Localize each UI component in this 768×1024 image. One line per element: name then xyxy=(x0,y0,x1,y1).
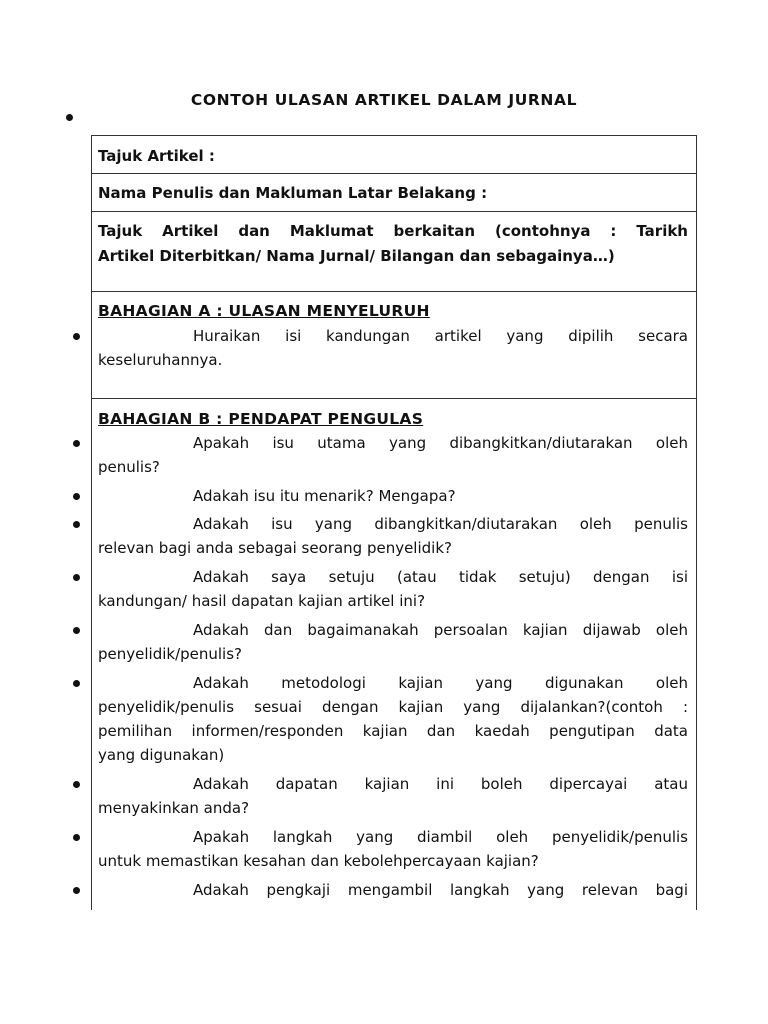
stray-bullet-icon xyxy=(66,114,73,121)
section-b-heading: BAHAGIAN B : PENDAPAT PENGULAS xyxy=(98,410,424,428)
section-b-item-line: penyelidik/penulis sesuai dengan kajian yang dijalankan?(contoh : xyxy=(98,698,688,716)
section-b-item-line: Adakah isu itu menarik? Mengapa? xyxy=(193,487,456,505)
section-b-item-line: Adakah dapatan kajian ini boleh dipercayai atau xyxy=(193,775,688,793)
bullet-icon xyxy=(73,781,80,788)
row-divider xyxy=(91,211,697,212)
section-b-item-line: Adakah saya setuju (atau tidak setuju) dengan isi xyxy=(193,568,688,586)
section-a-item-line: Huraikan isi kandungan artikel yang dipilih secara xyxy=(193,327,688,345)
section-a-item-line: keseluruhannya. xyxy=(98,351,223,369)
section-a-heading: BAHAGIAN A : ULASAN MENYELURUH xyxy=(98,302,430,320)
section-b-item-line: Apakah isu utama yang dibangkitkan/diutarakan oleh xyxy=(193,434,688,452)
section-b-item-line: penulis? xyxy=(98,458,160,476)
bullet-icon xyxy=(73,521,80,528)
section-b-item-line: Apakah langkah yang diambil oleh penyelidik/penulis xyxy=(193,828,688,846)
bullet-icon xyxy=(73,440,80,447)
section-b-item-line: kandungan/ hasil dapatan kajian artikel ini? xyxy=(98,592,426,610)
section-b-item-line: menyakinkan anda? xyxy=(98,799,250,817)
nama-penulis-label: Nama Penulis dan Makluman Latar Belakang : xyxy=(98,184,488,202)
maklumat-label-line1: Tajuk Artikel dan Maklumat berkaitan (contohnya : Tarikh xyxy=(98,222,688,240)
document-title: CONTOH ULASAN ARTIKEL DALAM JURNAL xyxy=(190,91,578,109)
row-divider xyxy=(91,173,697,174)
row-divider xyxy=(91,291,697,292)
section-b-item-line: penyelidik/penulis? xyxy=(98,645,243,663)
bullet-icon xyxy=(73,493,80,500)
bullet-icon xyxy=(73,887,80,894)
tajuk-artikel-label: Tajuk Artikel : xyxy=(98,147,215,165)
bullet-icon xyxy=(73,574,80,581)
bullet-icon xyxy=(73,834,80,841)
bullet-icon xyxy=(73,333,80,340)
section-b-item-line: Adakah pengkaji mengambil langkah yang relevan bagi xyxy=(193,881,688,899)
bullet-icon xyxy=(73,680,80,687)
maklumat-label-line2: Artikel Diterbitkan/ Nama Jurnal/ Bilangan dan sebagainya…) xyxy=(98,247,615,265)
section-b-item-line: Adakah metodologi kajian yang digunakan oleh xyxy=(193,674,688,692)
section-b-item-line: relevan bagi anda sebagai seorang penyelidik? xyxy=(98,539,452,557)
section-b-item-line: Adakah dan bagaimanakah persoalan kajian dijawab oleh xyxy=(193,621,688,639)
section-b-item-line: untuk memastikan kesahan dan kebolehpercayaan kajian? xyxy=(98,852,539,870)
section-b-item-line: Adakah isu yang dibangkitkan/diutarakan oleh penulis xyxy=(193,515,688,533)
row-divider xyxy=(91,398,697,399)
bullet-icon xyxy=(73,627,80,634)
section-b-item-line: yang digunakan) xyxy=(98,746,225,764)
section-b-item-line: pemilihan informen/responden kajian dan kaedah pengutipan data xyxy=(98,722,688,740)
